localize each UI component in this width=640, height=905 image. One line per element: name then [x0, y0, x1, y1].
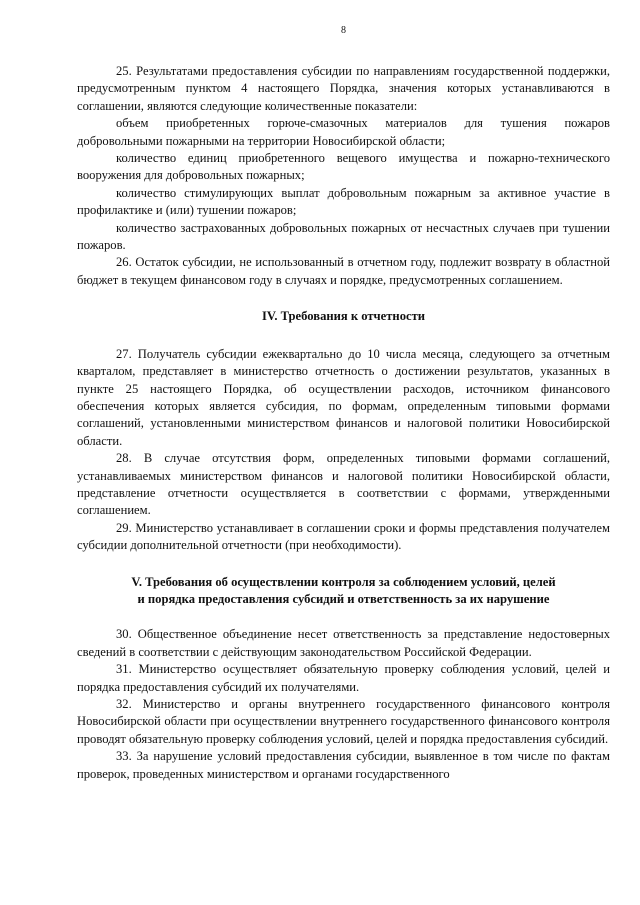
- paragraph-25: 25. Результатами предоставления субсидии по направлениям государственной поддержки, предусмотренным пунктом 4 настоящего Порядка, значения которых устанавливаются в соглашении, являются следующие количественные показатели:: [77, 64, 610, 113]
- paragraph-25-item-payments: количество стимулирующих выплат добровольным пожарным за активное участие в профилактике и (или) тушении пожаров;: [77, 185, 610, 218]
- section-4-heading: IV. Требования к отчетности: [261, 309, 426, 324]
- paragraph-26: 26. Остаток субсидии, не использованный в отчетном году, подлежит возврату в областной бюджет в текущем финансовом году в случаях и порядке, предусмотренных соглашением.: [77, 255, 610, 287]
- section-5-heading: [77, 574, 610, 609]
- paragraph-25-item-insurance: количество застрахованных добровольных пожарных от несчастных случаев при тушении пожаров.: [77, 220, 610, 253]
- section-5-heading-line-2: и порядка предоставления субсидий и ответственность за их нарушение: [137, 591, 550, 606]
- paragraph-25-item-fuel: объем приобретенных горюче-смазочных материалов для тушения пожаров добровольными пожарными на территории Новосибирской области;: [77, 116, 610, 148]
- paragraph-28: 28. В случае отсутствия форм, определенных типовыми формами соглашений, устанавливаемых министерством финансов и налоговой политики Новосибирской области, представление отчетности осуществляется в соответствии с формами, утвержденными соглашением.: [77, 451, 610, 518]
- paragraph-31: 31. Министерство осуществляет обязательную проверку соблюдения условий, целей и порядка предоставления субсидий их получателями.: [77, 662, 610, 694]
- paragraph-33: 33. За нарушение условий предоставления субсидии, выявленное в том числе по фактам проверок, проведенных министерством и органами государственного: [77, 749, 610, 781]
- section-5-heading-line-1: V. Требования об осуществлении контроля за соблюдением условий, целей: [131, 574, 556, 589]
- paragraph-32: 32. Министерство и органы внутреннего государственного финансового контроля Новосибирской области при осуществлении внутреннего государственного финансового контроля проводят обязательную проверку соблюдения условий, целей и порядка предоставления субсидий.: [77, 697, 610, 746]
- paragraph-29: 29. Министерство устанавливает в соглашении сроки и формы представления получателем субсидии дополнительной отчетности (при необходимости).: [77, 520, 610, 553]
- paragraph-27: 27. Получатель субсидии ежеквартально до 10 числа месяца, следующего за отчетным кварталом, представляет в министерство отчетность о достижении результатов, указанных в пункте 25 настоящего Порядка, об осуществлении расходов, источником финансового обеспечения которых является субсидия, по формам, определенным типовыми формами соглашений, установленными министерством финансов и налоговой политики Новосибирской области.: [77, 346, 610, 448]
- page-number: 8: [341, 25, 346, 36]
- paragraph-25-item-equipment: количество единиц приобретенного вещевого имущества и пожарно-технического вооружения для добровольных пожарных;: [77, 151, 610, 183]
- paragraph-30: 30. Общественное объединение несет ответственность за представление недостоверных сведений в соответствии с действующим законодательством Российской Федерации.: [77, 627, 610, 659]
